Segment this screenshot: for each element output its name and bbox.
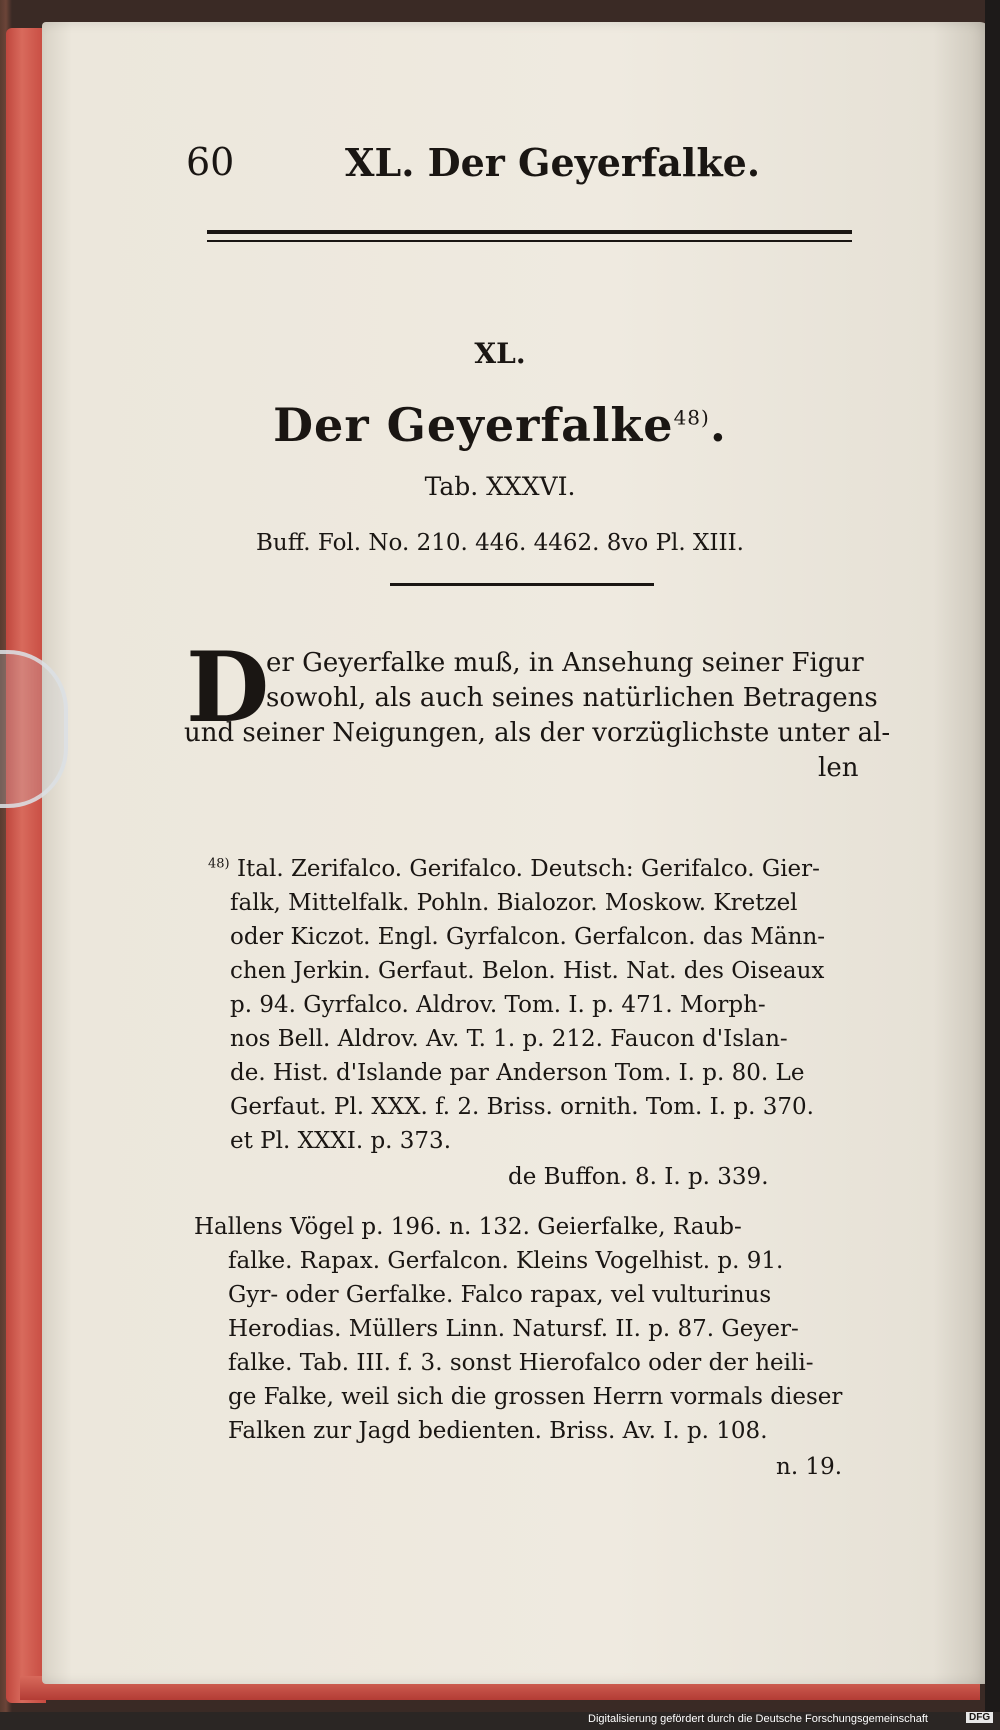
digitization-credit: Digitalisierung gefördert durch die Deutsche Forschungsgemeinschaft [588,1713,928,1725]
section-title-text: Der Geyerfalke [273,398,674,452]
body-line: und seiner Neigungen, als der vorzüglichste unter al- [184,718,891,748]
section-title [0,398,1000,452]
section-number: XL. [474,337,526,370]
footnote-line: p. 94. Gyrfalco. Aldrov. Tom. I. p. 471. Morph- [230,992,766,1018]
footnote-line: et Pl. XXXI. p. 373. [230,1128,452,1154]
footnote-line: de. Hist. d'Islande par Anderson Tom. I. p. 80. Le [230,1060,805,1086]
body-line: er Geyerfalke muß, in Ansehung seiner Figur [266,648,864,678]
footnote-attribution: de Buffon. 8. I. p. 339. [508,1164,769,1190]
section-divider [390,583,654,586]
title-footnote-ref: 48) [673,405,710,430]
running-title: XL. Der Geyerfalke. [345,140,761,185]
body-line: sowohl, als auch seines natürlichen Betragens [266,683,878,713]
buffon-reference: Buff. Fol. No. 210. 446. 4462. 8vo Pl. XIII. [256,530,744,556]
dfg-logo: DFG [966,1712,993,1723]
note-line-end: n. 19. [776,1454,843,1480]
footnote-marker: 48) [208,856,230,872]
right-margin-shadow [985,0,1000,1712]
header-rule-thick [207,230,852,234]
plate-reference: Tab. XXXVI. [424,472,576,501]
footnote-line [208,856,820,882]
note-line: Falken zur Jagd bedienten. Briss. Av. I. p. 108. [228,1418,768,1444]
footnote-line: chen Jerkin. Gerfaut. Belon. Hist. Nat. des Oiseaux [230,958,825,984]
note-line: Gyr- oder Gerfalke. Falco rapax, vel vulturinus [228,1282,772,1308]
header-rule-thin [207,240,852,242]
note-line: Hallens Vögel p. 196. n. 132. Geierfalke, Raub- [194,1214,742,1240]
page-number: 60 [186,140,235,184]
note-line: falke. Rapax. Gerfalcon. Kleins Vogelhist. p. 91. [228,1248,784,1274]
note-line: falke. Tab. III. f. 3. sonst Hierofalco oder der heili- [228,1350,814,1376]
footnote-line: Gerfaut. Pl. XXX. f. 2. Briss. ornith. Tom. I. p. 370. [230,1094,814,1120]
title-period: . [709,398,727,452]
note-line: Herodias. Müllers Linn. Natursf. II. p. 87. Geyer- [228,1316,799,1342]
footnote-line: nos Bell. Aldrov. Av. T. 1. p. 212. Faucon d'Islan- [230,1026,788,1052]
footnote-line: falk, Mittelfalk. Pohln. Bialozor. Moskow. Kretzel [230,890,798,916]
drop-cap: D [186,631,270,744]
page-edge-red [6,28,46,1703]
note-line: ge Falke, weil sich die grossen Herrn vormals dieser [228,1384,843,1410]
footnote-text: Ital. Zerifalco. Gerifalco. Deutsch: Gerifalco. Gier- [236,856,820,882]
body-line: len [818,753,859,783]
footnote-line: oder Kiczot. Engl. Gyrfalcon. Gerfalcon. das Männ- [230,924,826,950]
